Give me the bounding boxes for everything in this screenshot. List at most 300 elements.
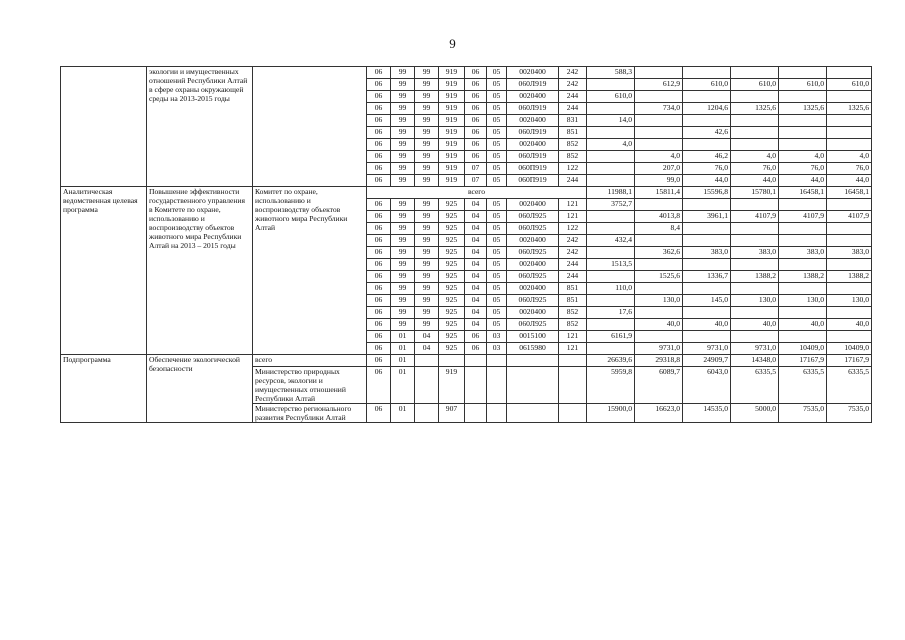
code-cell: 03 bbox=[487, 343, 507, 355]
code-cell: 06 bbox=[465, 103, 487, 115]
code-cell: 122 bbox=[559, 223, 587, 235]
value-cell bbox=[635, 139, 683, 151]
code-cell: 05 bbox=[487, 283, 507, 295]
code-cell: 06 bbox=[465, 139, 487, 151]
code-cell: 01 bbox=[391, 343, 415, 355]
value-cell: 362,6 bbox=[635, 247, 683, 259]
value-cell bbox=[731, 127, 779, 139]
value-cell: 145,0 bbox=[683, 295, 731, 307]
value-cell bbox=[731, 91, 779, 103]
value-cell: 383,0 bbox=[683, 247, 731, 259]
value-cell: 1513,5 bbox=[587, 259, 635, 271]
executor-cell: Министерство природных ресурсов, экологии и имущественных отношений Республики Алтай bbox=[253, 367, 367, 404]
code-cell: 06 bbox=[465, 79, 487, 91]
code-cell bbox=[487, 404, 507, 423]
code-cell: 05 bbox=[487, 115, 507, 127]
code-cell: 99 bbox=[391, 295, 415, 307]
code-cell: 06 bbox=[367, 404, 391, 423]
value-cell: 76,0 bbox=[779, 163, 827, 175]
code-cell: 919 bbox=[439, 91, 465, 103]
value-cell bbox=[779, 235, 827, 247]
code-cell: 925 bbox=[439, 271, 465, 283]
value-cell: 383,0 bbox=[827, 247, 872, 259]
value-cell: 10409,0 bbox=[779, 343, 827, 355]
code-cell: 925 bbox=[439, 343, 465, 355]
code-cell: 05 bbox=[487, 139, 507, 151]
code-cell: 99 bbox=[415, 211, 439, 223]
code-cell: 919 bbox=[439, 115, 465, 127]
value-cell bbox=[683, 283, 731, 295]
value-cell: 44,0 bbox=[683, 175, 731, 187]
value-cell bbox=[587, 247, 635, 259]
code-cell: 06 bbox=[465, 151, 487, 163]
code-cell: 99 bbox=[391, 211, 415, 223]
code-cell: 04 bbox=[465, 223, 487, 235]
value-cell: 610,0 bbox=[827, 79, 872, 91]
code-cell: 06 bbox=[465, 127, 487, 139]
value-cell: 610,0 bbox=[587, 91, 635, 103]
value-cell bbox=[587, 223, 635, 235]
value-cell bbox=[635, 199, 683, 211]
page-number: 9 bbox=[449, 36, 456, 51]
table-row bbox=[61, 355, 872, 367]
code-cell: 06 bbox=[465, 67, 487, 79]
code-cell: 831 bbox=[559, 115, 587, 127]
code-cell: 06 bbox=[367, 91, 391, 103]
code-cell bbox=[559, 404, 587, 423]
value-cell bbox=[731, 259, 779, 271]
code-cell: 060П919 bbox=[507, 163, 559, 175]
code-cell bbox=[465, 367, 487, 404]
value-cell: 6335,5 bbox=[731, 367, 779, 404]
value-cell: 11988,1 bbox=[587, 187, 635, 199]
value-cell: 1388,2 bbox=[827, 271, 872, 283]
code-cell: 04 bbox=[465, 319, 487, 331]
value-cell bbox=[827, 307, 872, 319]
executor-cell: всего bbox=[253, 355, 367, 367]
code-cell: 060Л925 bbox=[507, 319, 559, 331]
code-cell: 0020400 bbox=[507, 139, 559, 151]
code-cell: 04 bbox=[465, 199, 487, 211]
code-cell bbox=[487, 355, 507, 367]
code-cell: 99 bbox=[391, 307, 415, 319]
code-cell: 919 bbox=[439, 163, 465, 175]
value-cell bbox=[779, 331, 827, 343]
code-cell: 0020400 bbox=[507, 235, 559, 247]
code-cell: 0615980 bbox=[507, 343, 559, 355]
code-cell: 99 bbox=[391, 91, 415, 103]
value-cell: 9731,0 bbox=[683, 343, 731, 355]
value-cell: 7535,0 bbox=[779, 404, 827, 423]
value-cell bbox=[827, 199, 872, 211]
code-cell: 06 bbox=[367, 127, 391, 139]
value-cell: 14535,0 bbox=[683, 404, 731, 423]
code-cell: 0020400 bbox=[507, 307, 559, 319]
value-cell: 1325,6 bbox=[779, 103, 827, 115]
code-cell: 05 bbox=[487, 79, 507, 91]
value-cell: 40,0 bbox=[827, 319, 872, 331]
value-cell: 17167,9 bbox=[827, 355, 872, 367]
program-type-cell: Подпрограмма bbox=[61, 355, 147, 423]
value-cell bbox=[683, 307, 731, 319]
code-cell: 851 bbox=[559, 127, 587, 139]
code-cell: 060Л919 bbox=[507, 151, 559, 163]
code-cell: 0015100 bbox=[507, 331, 559, 343]
value-cell: 44,0 bbox=[779, 175, 827, 187]
code-cell: 05 bbox=[487, 211, 507, 223]
value-cell: 15596,8 bbox=[683, 187, 731, 199]
code-cell: 04 bbox=[465, 307, 487, 319]
code-cell: 04 bbox=[415, 331, 439, 343]
code-cell: 121 bbox=[559, 199, 587, 211]
code-cell: 99 bbox=[391, 175, 415, 187]
code-cell: 925 bbox=[439, 283, 465, 295]
code-cell: 919 bbox=[439, 79, 465, 91]
program-name-cell: Обеспечение экологической безопасности bbox=[147, 355, 253, 423]
code-cell: 122 bbox=[559, 163, 587, 175]
code-cell: 06 bbox=[367, 331, 391, 343]
code-cell: 99 bbox=[415, 151, 439, 163]
value-cell: 4,0 bbox=[731, 151, 779, 163]
value-cell: 6161,9 bbox=[587, 331, 635, 343]
value-cell: 16458,1 bbox=[779, 187, 827, 199]
code-cell: 99 bbox=[415, 127, 439, 139]
value-cell: 6089,7 bbox=[635, 367, 683, 404]
code-cell: 99 bbox=[415, 79, 439, 91]
code-cell: 99 bbox=[415, 295, 439, 307]
code-cell: 99 bbox=[415, 319, 439, 331]
code-cell: 060П919 bbox=[507, 175, 559, 187]
value-cell: 17167,9 bbox=[779, 355, 827, 367]
value-cell: 26639,6 bbox=[587, 355, 635, 367]
value-cell: 1204,6 bbox=[683, 103, 731, 115]
value-cell: 99,0 bbox=[635, 175, 683, 187]
code-cell: 99 bbox=[391, 115, 415, 127]
value-cell: 42,6 bbox=[683, 127, 731, 139]
value-cell bbox=[827, 259, 872, 271]
code-cell: 121 bbox=[559, 343, 587, 355]
value-cell bbox=[635, 127, 683, 139]
code-cell: 0020400 bbox=[507, 67, 559, 79]
code-cell: 244 bbox=[559, 259, 587, 271]
code-cell: 852 bbox=[559, 151, 587, 163]
code-cell: 99 bbox=[391, 103, 415, 115]
code-cell: 05 bbox=[487, 151, 507, 163]
code-cell: 99 bbox=[391, 259, 415, 271]
code-cell: 07 bbox=[465, 175, 487, 187]
executor-cell: Министерство регионального развития Республики Алтай bbox=[253, 404, 367, 423]
value-cell: 17,6 bbox=[587, 307, 635, 319]
value-cell: 29318,8 bbox=[635, 355, 683, 367]
code-cell: 05 bbox=[487, 199, 507, 211]
value-cell bbox=[779, 91, 827, 103]
value-cell: 207,0 bbox=[635, 163, 683, 175]
code-cell: 060Л925 bbox=[507, 223, 559, 235]
value-cell bbox=[731, 307, 779, 319]
code-cell: 925 bbox=[439, 223, 465, 235]
value-cell bbox=[779, 283, 827, 295]
code-cell: 03 bbox=[487, 331, 507, 343]
value-cell bbox=[635, 67, 683, 79]
value-cell: 40,0 bbox=[635, 319, 683, 331]
value-cell bbox=[683, 139, 731, 151]
value-cell: 1388,2 bbox=[779, 271, 827, 283]
value-cell bbox=[731, 283, 779, 295]
code-cell: 04 bbox=[465, 259, 487, 271]
value-cell bbox=[683, 235, 731, 247]
value-cell bbox=[587, 295, 635, 307]
code-cell: 06 bbox=[465, 331, 487, 343]
code-cell: 0020400 bbox=[507, 259, 559, 271]
value-cell bbox=[731, 223, 779, 235]
code-cell: 05 bbox=[487, 67, 507, 79]
code-cell: 06 bbox=[367, 283, 391, 295]
code-cell: 06 bbox=[367, 67, 391, 79]
value-cell bbox=[731, 199, 779, 211]
value-cell bbox=[827, 223, 872, 235]
code-cell bbox=[465, 404, 487, 423]
value-cell: 46,2 bbox=[683, 151, 731, 163]
value-cell bbox=[779, 223, 827, 235]
value-cell bbox=[779, 199, 827, 211]
value-cell bbox=[587, 103, 635, 115]
code-cell: 99 bbox=[415, 271, 439, 283]
code-cell: 06 bbox=[367, 211, 391, 223]
code-cell: 060Л925 bbox=[507, 247, 559, 259]
code-cell: 244 bbox=[559, 91, 587, 103]
code-cell: 99 bbox=[415, 199, 439, 211]
code-cell: 06 bbox=[367, 163, 391, 175]
value-cell bbox=[779, 259, 827, 271]
code-cell: 242 bbox=[559, 235, 587, 247]
code-cell: 99 bbox=[415, 247, 439, 259]
value-cell bbox=[683, 223, 731, 235]
value-cell: 1325,6 bbox=[827, 103, 872, 115]
value-cell bbox=[587, 319, 635, 331]
value-cell: 10409,0 bbox=[827, 343, 872, 355]
value-cell: 130,0 bbox=[779, 295, 827, 307]
code-cell: 06 bbox=[367, 139, 391, 151]
code-cell: 05 bbox=[487, 271, 507, 283]
value-cell bbox=[587, 163, 635, 175]
code-cell: 06 bbox=[367, 175, 391, 187]
code-cell: 99 bbox=[391, 235, 415, 247]
code-cell: 99 bbox=[415, 283, 439, 295]
value-cell: 1525,6 bbox=[635, 271, 683, 283]
code-cell: 04 bbox=[465, 283, 487, 295]
value-cell bbox=[827, 331, 872, 343]
value-cell: 15900,0 bbox=[587, 404, 635, 423]
value-cell: 8,4 bbox=[635, 223, 683, 235]
value-cell: 40,0 bbox=[731, 319, 779, 331]
code-cell: 925 bbox=[439, 331, 465, 343]
value-cell: 4,0 bbox=[779, 151, 827, 163]
value-cell: 130,0 bbox=[827, 295, 872, 307]
code-cell: 99 bbox=[415, 235, 439, 247]
value-cell: 44,0 bbox=[827, 175, 872, 187]
code-cell: 06 bbox=[367, 343, 391, 355]
code-cell: 06 bbox=[367, 199, 391, 211]
value-cell: 612,9 bbox=[635, 79, 683, 91]
code-cell: 060Л925 bbox=[507, 211, 559, 223]
value-cell bbox=[731, 115, 779, 127]
code-cell: 907 bbox=[439, 404, 465, 423]
value-cell: 4,0 bbox=[587, 139, 635, 151]
program-name-cell: Повышение эффективности государственного управления в Комитете по охране, использованию и воспроизводству объектов животного мира Республики Алтай на 2013 – 2015 годы bbox=[147, 187, 253, 355]
code-cell: 01 bbox=[391, 331, 415, 343]
code-cell: 121 bbox=[559, 211, 587, 223]
value-cell: 9731,0 bbox=[731, 343, 779, 355]
value-cell bbox=[587, 151, 635, 163]
code-cell: 06 bbox=[367, 259, 391, 271]
code-cell: 925 bbox=[439, 319, 465, 331]
code-cell: 919 bbox=[439, 127, 465, 139]
value-cell: 15780,1 bbox=[731, 187, 779, 199]
value-cell bbox=[779, 139, 827, 151]
value-cell: 6043,0 bbox=[683, 367, 731, 404]
code-cell: 06 bbox=[367, 79, 391, 91]
code-cell: 244 bbox=[559, 175, 587, 187]
code-cell: 060Л919 bbox=[507, 103, 559, 115]
value-cell bbox=[683, 67, 731, 79]
value-cell: 383,0 bbox=[779, 247, 827, 259]
code-cell: 99 bbox=[415, 259, 439, 271]
value-cell: 44,0 bbox=[731, 175, 779, 187]
code-cell: 04 bbox=[465, 295, 487, 307]
value-cell bbox=[827, 139, 872, 151]
code-cell: 06 bbox=[367, 247, 391, 259]
value-cell bbox=[827, 115, 872, 127]
value-cell: 4107,9 bbox=[779, 211, 827, 223]
code-cell: 06 bbox=[367, 115, 391, 127]
code-cell: 99 bbox=[391, 67, 415, 79]
value-cell: 4107,9 bbox=[731, 211, 779, 223]
code-cell: 06 bbox=[367, 235, 391, 247]
value-cell: 4,0 bbox=[827, 151, 872, 163]
code-cell: 99 bbox=[391, 139, 415, 151]
value-cell: 4013,8 bbox=[635, 211, 683, 223]
code-cell: 919 bbox=[439, 175, 465, 187]
value-cell: 130,0 bbox=[635, 295, 683, 307]
code-cell: 0020400 bbox=[507, 91, 559, 103]
code-cell: 99 bbox=[391, 199, 415, 211]
value-cell: 130,0 bbox=[731, 295, 779, 307]
code-cell: 99 bbox=[391, 283, 415, 295]
value-cell: 3961,1 bbox=[683, 211, 731, 223]
code-cell: 242 bbox=[559, 67, 587, 79]
code-cell: 060Л925 bbox=[507, 271, 559, 283]
code-cell: 851 bbox=[559, 295, 587, 307]
value-cell bbox=[779, 67, 827, 79]
value-cell: 14348,0 bbox=[731, 355, 779, 367]
code-cell: 919 bbox=[439, 103, 465, 115]
value-cell: 1325,6 bbox=[731, 103, 779, 115]
code-cell: 925 bbox=[439, 235, 465, 247]
code-cell bbox=[507, 404, 559, 423]
code-cell: 060Л925 bbox=[507, 295, 559, 307]
value-cell: 16623,0 bbox=[635, 404, 683, 423]
value-cell: 40,0 bbox=[683, 319, 731, 331]
value-cell: 5000,0 bbox=[731, 404, 779, 423]
code-cell: 05 bbox=[487, 223, 507, 235]
value-cell bbox=[635, 91, 683, 103]
code-cell: 121 bbox=[559, 331, 587, 343]
code-cell bbox=[415, 367, 439, 404]
code-cell: 0020400 bbox=[507, 115, 559, 127]
value-cell bbox=[683, 199, 731, 211]
value-cell: 610,0 bbox=[731, 79, 779, 91]
value-cell bbox=[731, 139, 779, 151]
code-cell: 99 bbox=[391, 127, 415, 139]
value-cell: 383,0 bbox=[731, 247, 779, 259]
code-cell: 05 bbox=[487, 175, 507, 187]
value-cell bbox=[731, 331, 779, 343]
code-cell bbox=[507, 367, 559, 404]
code-cell: 99 bbox=[415, 115, 439, 127]
code-cell: 99 bbox=[415, 91, 439, 103]
code-cell: 99 bbox=[415, 307, 439, 319]
value-cell bbox=[683, 259, 731, 271]
code-cell bbox=[439, 355, 465, 367]
code-cell: 01 bbox=[391, 367, 415, 404]
code-cell: 925 bbox=[439, 199, 465, 211]
code-cell: 05 bbox=[487, 259, 507, 271]
code-cell: 0020400 bbox=[507, 199, 559, 211]
code-cell: 919 bbox=[439, 67, 465, 79]
code-cell: 05 bbox=[487, 307, 507, 319]
value-cell bbox=[635, 235, 683, 247]
value-cell bbox=[683, 115, 731, 127]
value-cell bbox=[683, 331, 731, 343]
value-cell: 15811,4 bbox=[635, 187, 683, 199]
value-cell bbox=[683, 91, 731, 103]
code-cell: 06 bbox=[367, 307, 391, 319]
code-cell: 05 bbox=[487, 319, 507, 331]
code-cell: 852 bbox=[559, 139, 587, 151]
code-cell: 925 bbox=[439, 211, 465, 223]
value-cell: 24909,7 bbox=[683, 355, 731, 367]
code-cell: 99 bbox=[415, 223, 439, 235]
value-cell: 610,0 bbox=[683, 79, 731, 91]
code-cell: 99 bbox=[391, 151, 415, 163]
value-cell: 5959,8 bbox=[587, 367, 635, 404]
code-cell: 01 bbox=[391, 355, 415, 367]
value-cell: 4107,9 bbox=[827, 211, 872, 223]
code-cell: 99 bbox=[415, 67, 439, 79]
value-cell: 734,0 bbox=[635, 103, 683, 115]
code-cell: 244 bbox=[559, 271, 587, 283]
code-cell: 07 bbox=[465, 163, 487, 175]
code-cell: 060Л919 bbox=[507, 127, 559, 139]
code-cell: 99 bbox=[391, 271, 415, 283]
value-cell bbox=[635, 283, 683, 295]
code-cell: 06 bbox=[465, 115, 487, 127]
code-cell: 05 bbox=[487, 127, 507, 139]
value-cell bbox=[827, 235, 872, 247]
value-cell bbox=[827, 283, 872, 295]
code-cell: 04 bbox=[465, 247, 487, 259]
value-cell: 432,4 bbox=[587, 235, 635, 247]
program-type-cell: Аналитическая ведомственная целевая программа bbox=[61, 187, 147, 355]
value-cell bbox=[587, 79, 635, 91]
value-cell bbox=[731, 235, 779, 247]
value-cell: 610,0 bbox=[779, 79, 827, 91]
program-type-cell bbox=[61, 67, 147, 187]
code-cell: 99 bbox=[415, 175, 439, 187]
value-cell bbox=[635, 307, 683, 319]
code-cell bbox=[465, 355, 487, 367]
code-cell: 242 bbox=[559, 247, 587, 259]
